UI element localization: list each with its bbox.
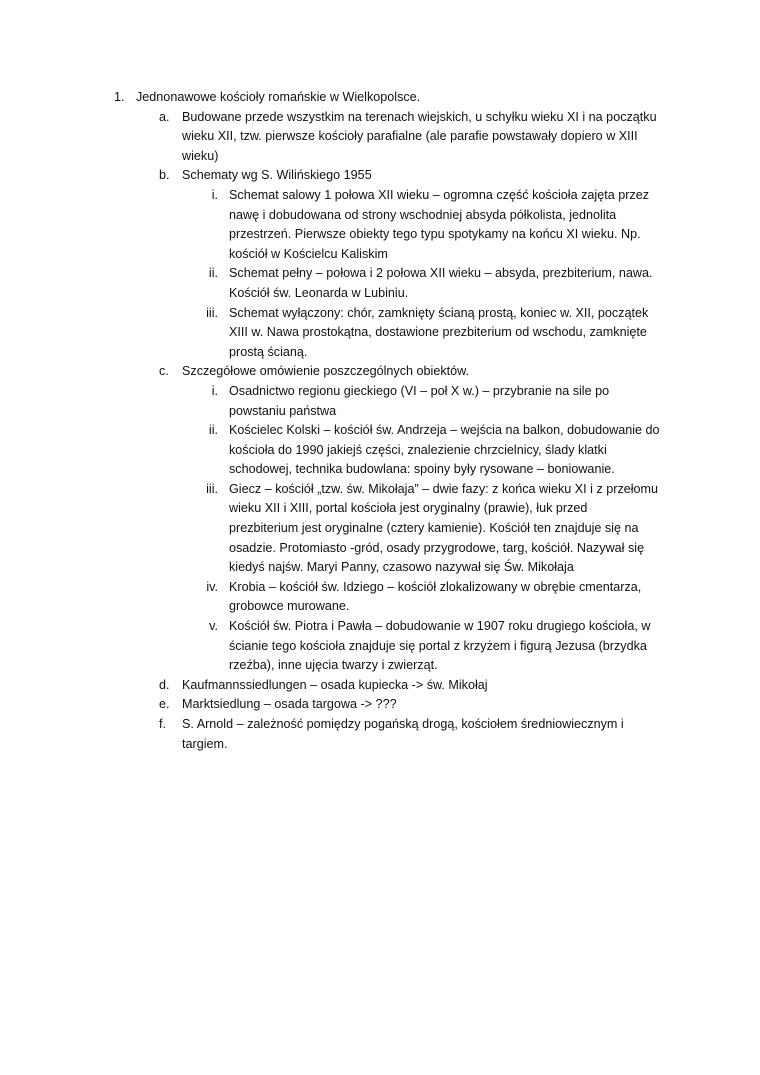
list-item-text: Budowane przede wszystkim na terenach wiejskich, u schyłku wieku XI i na początku wieku XII, tzw. pierwsze kościoły parafialne (ale parafie powstawały dopiero w XIII wieku) [182, 109, 657, 163]
list-item-text: Schemat salowy 1 połowa XII wieku – ogromna część kościoła zajęta przez nawę i dobudowana od strony wschodniej absyda półkolista, jednolita przestrzeń. Pierwsze obiekty tego typu spotykamy na końcu XI wieku. Np. kościół w Kościelcu Kaliskim [229, 187, 649, 261]
list-item [0, 382, 760, 421]
list-item-text: Szczegółowe omówienie poszczególnych obiektów. [182, 364, 470, 379]
list-item-text: Schematy wg S. Wilińskiego 1955 [182, 168, 372, 183]
list-marker: f. [159, 717, 166, 731]
list-marker: i. [211, 383, 218, 398]
list-item [0, 421, 760, 480]
list-item-text: Krobia – kościół św. Idziego – kościół zlokalizowany w obrębie cmentarza, grobowce murowane. [229, 579, 642, 614]
list-item-text: Kaufmannssiedlungen – osada kupiecka -> św. Mikołaj [182, 677, 488, 692]
list-marker: a. [159, 109, 170, 124]
list-item [0, 480, 760, 578]
list-item-text: Giecz – kościół „tzw. św. Mikołaja” – dwie fazy: z końca wieku XI i z przełomu wieku XII i XIII, portal kościoła jest oryginalny (prawie), łuk przed prezbiterium jest oryginalne (cztery kamienie). Kościół ten znajduje się na osadzie. Protomiasto -gród, osady przygrodowe, targ, kościół. Nazywał się kiedyś najśw. Maryi Panny, czasowo nazywał się Św. Mikołaja [229, 481, 659, 575]
list-marker: ii. [208, 266, 218, 281]
list-marker: b. [159, 168, 170, 183]
list-marker: iv. [206, 579, 218, 594]
list-marker: iii. [206, 481, 218, 496]
list-item [0, 676, 760, 696]
list-item-text: Jednonawowe kościoły romańskie w Wielkopolsce. [136, 90, 421, 104]
list-item [0, 264, 760, 303]
list-item-text: Kościelec Kolski – kościół św. Andrzeja – wejścia na balkon, dobudowanie do kościoła do 1990 jakiejś części, znalezienie chrzcielnicy, ślady klatki schodowej, technika budowlana: spoiny były rysowane – boniowanie. [229, 423, 660, 477]
list-item [0, 88, 760, 108]
list-item [0, 186, 760, 264]
list-marker: iii. [206, 305, 218, 320]
list-item [0, 578, 760, 617]
list-item [0, 715, 760, 754]
list-marker: i. [211, 187, 218, 202]
list-item-text: Osadnictwo regionu gieckiego (VI – poł X w.) – przybranie na sile po powstaniu państwa [229, 383, 610, 418]
list-item-text: Schemat pełny – połowa i 2 połowa XII wieku – absyda, prezbiterium, nawa. Kościół św. Leonarda w Lubiniu. [229, 266, 653, 300]
list-item-text: Marktsiedlung – osada targowa -> ??? [182, 697, 397, 712]
list-marker: c. [159, 364, 169, 379]
list-item [0, 362, 760, 382]
list-item [0, 617, 760, 676]
list-item [0, 166, 760, 186]
list-item [0, 108, 760, 167]
list-item [0, 304, 760, 363]
list-marker: v. [209, 619, 218, 634]
list-item-text: S. Arnold – zależność pomiędzy pogańską drogą, kościołem średniowiecznym i targiem. [182, 717, 624, 751]
list-marker: ii. [208, 423, 218, 438]
list-item-text: Kościół św. Piotra i Pawła – dobudowanie w 1907 roku drugiego kościoła, w ścianie tego kościoła znajduje się portal z krzyżem i figurą Jezusa (brzydka rzeźba), inne ujęcia twarzy i zwierząt. [229, 619, 651, 673]
list-item [0, 695, 760, 715]
list-marker: e. [159, 697, 170, 712]
list-item-text: Schemat wyłączony: chór, zamknięty ścianą prostą, koniec w. XII, początek XIII w. Nawa prostokątna, dostawione prezbiterium od wschodu, zamknięte prostą ścianą. [229, 305, 649, 359]
list-marker: d. [159, 677, 170, 692]
list-marker: 1. [114, 90, 125, 104]
document-body [0, 88, 760, 754]
